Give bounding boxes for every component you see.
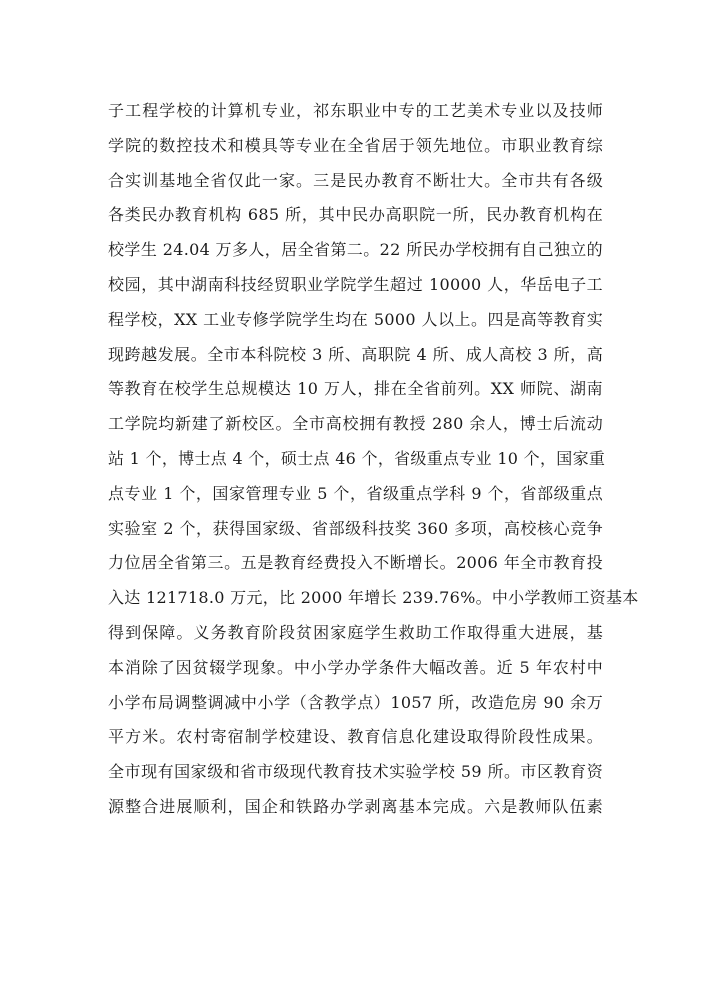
text-line: 平方米。农村寄宿制学校建设、教育信息化建设取得阶段性成果。 <box>108 727 603 747</box>
text-line: 子工程学校的计算机专业，祁东职业中专的工艺美术专业以及技师 <box>108 101 603 120</box>
text-line: 学院的数控技术和模具等专业在全省居于领先地位。市职业教育综 <box>108 135 603 155</box>
text-line: 合实训基地全省仅此一家。三是民办教育不断壮大。全市共有各级 <box>108 170 603 190</box>
text-line: 校园，其中湖南科技经贸职业学院学生超过 10000 人，华岳电子工 <box>108 274 603 294</box>
text-line: 各类民办教育机构 685 所，其中民办高职院一所，民办教育机构在 <box>108 205 603 225</box>
text-line: 得到保障。义务教育阶段贫困家庭学生救助工作取得重大进展，基 <box>108 622 603 642</box>
text-line: 入达 121718.0 万元，比 2000 年增长 239.76%。中小学教师工资基本 <box>108 588 639 608</box>
text-line: 本消除了因贫辍学现象。中小学办学条件大幅改善。近 5 年农村中 <box>108 657 603 677</box>
text-line: 全市现有国家级和省市级现代教育技术实验学校 59 所。市区教育资 <box>108 762 603 782</box>
text-line: 源整合进展顺利，国企和铁路办学剥离基本完成。六是教师队伍素 <box>108 796 603 816</box>
text-line: 校学生 24.04 万多人，居全省第二。22 所民办学校拥有自己独立的 <box>108 240 603 260</box>
text-line: 程学校，XX 工业专修学院学生均在 5000 人以上。四是高等教育实 <box>108 309 603 329</box>
text-line: 等教育在校学生总规模达 10 万人，排在全省前列。XX 师院、湖南 <box>108 379 603 399</box>
text-line: 现跨越发展。全市本科院校 3 所、高职院 4 所、成人高校 3 所，高 <box>108 344 603 364</box>
body-text <box>108 94 639 825</box>
text-line: 点专业 1 个，国家管理专业 5 个，省级重点学科 9 个，省部级重点 <box>108 483 603 503</box>
text-line: 小学布局调整调减中小学（含教学点）1057 所，改造危房 90 余万 <box>108 692 603 712</box>
text-line: 实验室 2 个，获得国家级、省部级科技奖 360 多项，高校核心竞争 <box>108 518 603 538</box>
text-line: 力位居全省第三。五是教育经费投入不断增长。2006 年全市教育投 <box>108 553 603 573</box>
text-line: 站 1 个，博士点 4 个，硕士点 46 个，省级重点专业 10 个，国家重 <box>108 448 606 468</box>
text-line: 工学院均新建了新校区。全市高校拥有教授 280 余人，博士后流动 <box>108 414 603 434</box>
